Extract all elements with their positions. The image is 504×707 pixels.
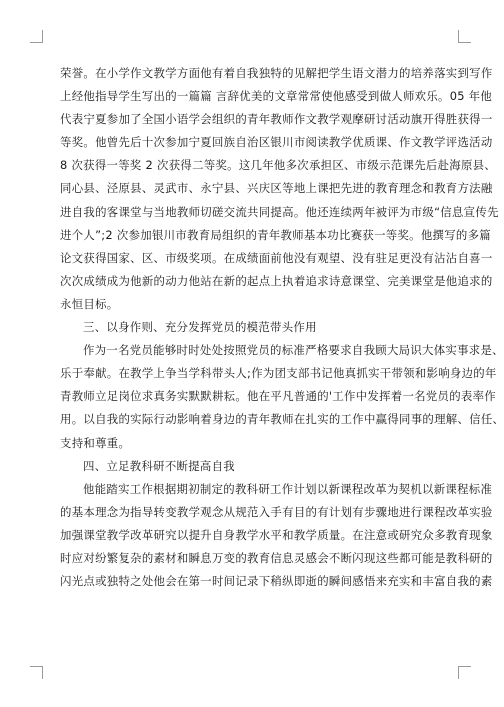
paragraph-line: 乐于奉献。在教学上争当学科带头人;作为团支部书记他真抓实干带领和影响身边的年 [60, 366, 497, 381]
paragraph-line: 永恒目标。 [60, 296, 119, 311]
crop-mark-top-left [30, 30, 43, 43]
section-heading: 四、立足教科研不断提高自我 [83, 458, 235, 473]
section-heading: 三、以身作则、充分发挥党员的模范带头作用 [83, 320, 317, 335]
paragraph-line: 荣誉。在小学作文教学方面他有着自我独特的见解把学生语文潜力的培养落实到写作 [60, 66, 493, 80]
paragraph-line: 次次成绩成为他新的动力他站在新的起点上执着追求诗意课堂、完美课堂是他追求的 [60, 273, 493, 288]
paragraph-line: 8 次获得一等奖 2 次获得二等奖。这几年他多次承担区、市级示范课先后赴海原县、 [60, 158, 497, 173]
paragraph-line: 时应对纷繁复杂的素材和瞬息万变的教育信息灵感会不断闪现这些都可能是教科研的 [60, 550, 493, 565]
document-body [60, 62, 504, 593]
paragraph-line: 闪光点或独特之处他会在第一时间记录下稍纵即逝的瞬间感悟来充实和丰富自我的素 [60, 574, 493, 589]
paragraph-line: 用。以自我的实际行动影响着身边的青年教师在扎实的工作中赢得同事的理解、信任、 [60, 412, 504, 427]
paragraph-line: 支持和尊重。 [60, 435, 131, 450]
paragraph-line: 同心县、泾原县、灵武市、永宁县、兴庆区等地上课把先进的教育理念和教育方法融 [60, 181, 493, 196]
paragraph-line: 加强课堂教学改革研究以提升自身教学水平和教学质量。在注意或研究众多教育现象 [60, 527, 493, 542]
paragraph-line: 代表宁夏参加了全国小语学会组织的青年教师作文教学观摩研讨活动旗开得胜获得一 [60, 112, 493, 127]
paragraph-line: 他能踏实工作根据期初制定的教科研工作计划以新课程改革为契机以新课程标准 [83, 481, 493, 496]
paragraph-line: 作为一名党员能够时时处处按照党员的标准严格要求自我顾大局识大体实事求是、 [83, 343, 504, 358]
paragraph-line: 论文获得国家、区、市级奖项。在成绩面前他没有观望、没有驻足更没有沾沾自喜一 [60, 250, 493, 265]
paragraph-line: 的基本理念为指导转变教学观念从规范入手有目的有计划有步骤地进行课程改革实验 [60, 504, 493, 519]
paragraph-line: 进自我的客课堂与当地教师切磋交流共同提高。他还连续两年被评为市级“信息宣传先 [60, 204, 499, 219]
paragraph-line: 进个人”;2 次参加银川市教育局组织的青年教师基本功比赛获一等奖。他撰写的多篇 [60, 227, 491, 242]
crop-mark-bottom-right [458, 666, 471, 679]
paragraph-line: 青教师立足岗位求真务实默默耕耘。他在平凡普通的'工作中发挥着一名党员的表率作 [60, 389, 496, 404]
paragraph-line: 上经他指导学生写出的一篇篇 言辞优美的文章常常使他感受到做人师欢乐。05 年他 [60, 89, 493, 104]
crop-mark-top-right [458, 30, 471, 43]
paragraph-line: 等奖。他曾先后十次参加宁夏回族自治区银川市阅读教学优质课、作文教学评选活动 [60, 135, 493, 150]
crop-mark-bottom-left [30, 666, 43, 679]
